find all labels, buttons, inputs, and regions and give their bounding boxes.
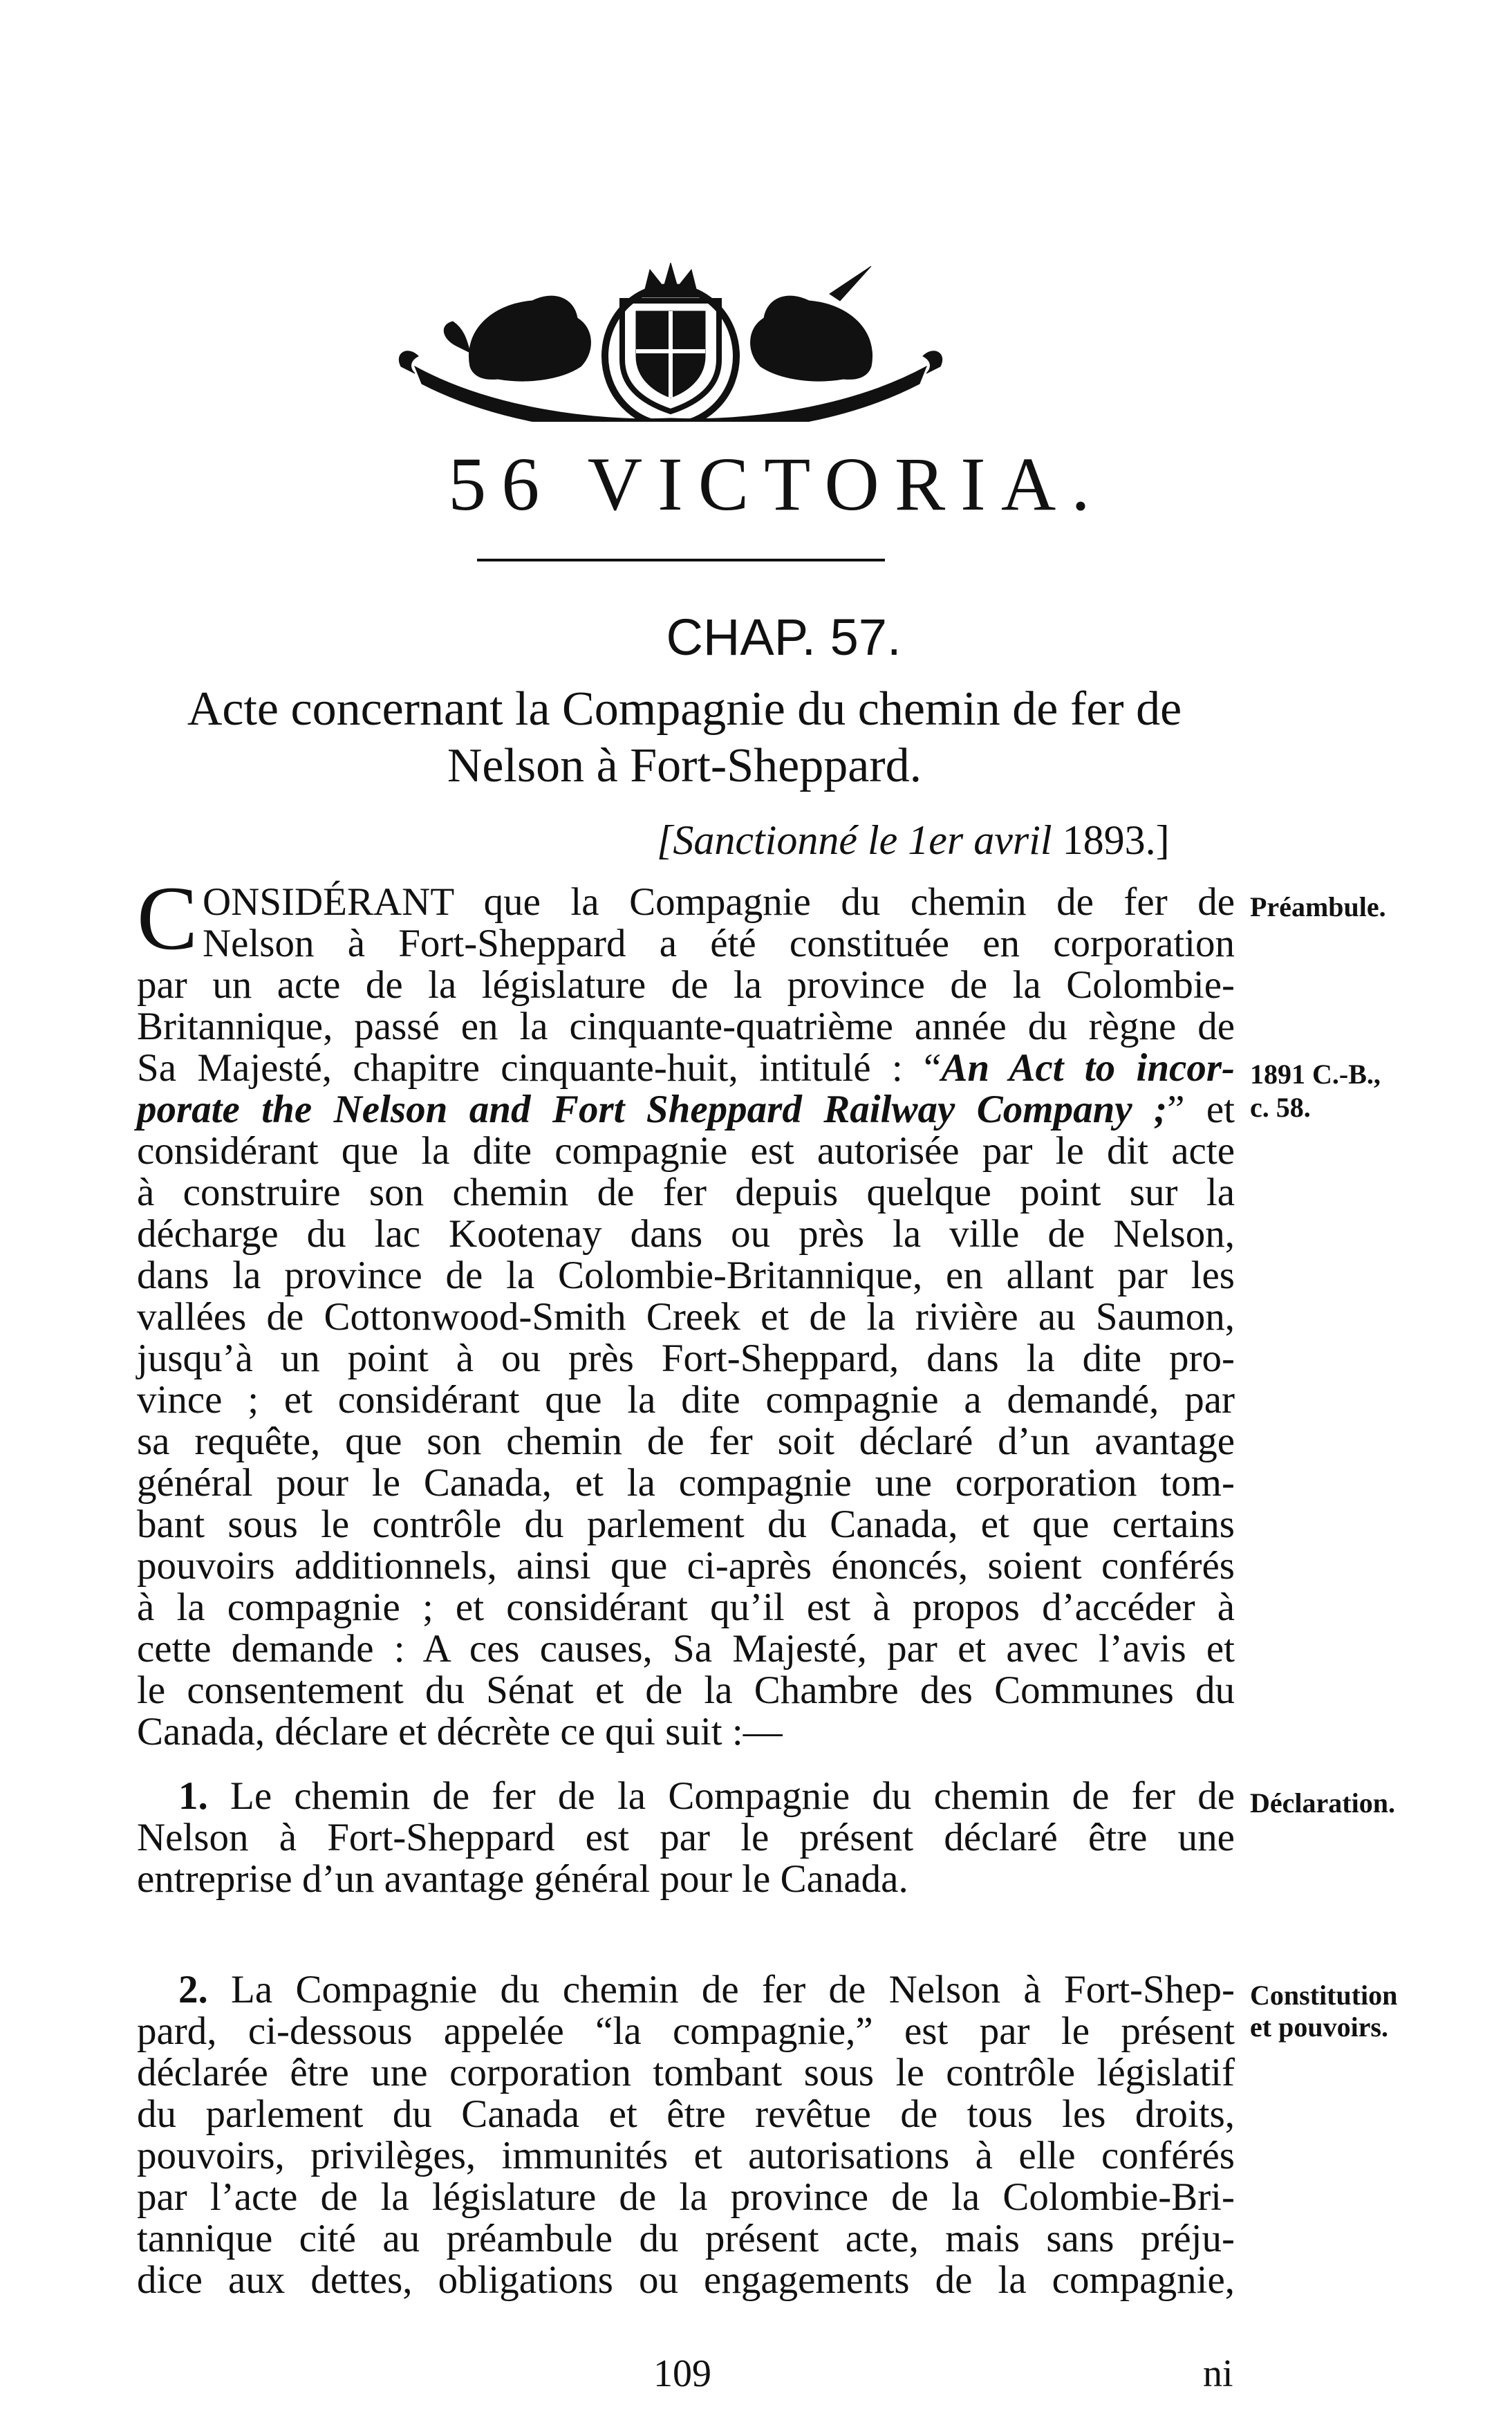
sanction-year: 1893.] <box>1052 817 1170 863</box>
preamble-line: sa requête, que son chemin de fer soit déclaré d’un avantage <box>137 1420 1235 1463</box>
marginal-note-citation: 1891 C.-B., <box>1250 1059 1381 1090</box>
section-line-text: Le chemin de fer de la Compagnie du chemin de fer de <box>207 1774 1235 1818</box>
section-line <box>137 1969 1235 2011</box>
heading-divider <box>477 559 885 561</box>
english-act-title-part-1: An Act to incor- <box>941 1046 1235 1090</box>
preamble-line: par un acte de la législature de la province de la Colombie- <box>137 963 1235 1007</box>
preamble-line: jusqu’à un point à ou près Fort-Sheppard, dans la dite pro- <box>137 1337 1235 1380</box>
section-line: dice aux dettes, obligations ou engagements de la compagnie, <box>137 2258 1235 2302</box>
section-line: entreprise d’un avantage général pour le Canada. <box>137 1857 908 1901</box>
preamble-paragraph <box>137 882 1235 1753</box>
section-line: déclarée être une corporation tombant sous le contrôle législatif <box>137 2051 1235 2094</box>
preamble-line: à construire son chemin de fer depuis quelque point sur la <box>137 1171 1235 1214</box>
preamble-line: bant sous le contrôle du parlement du Canada, et que certains <box>137 1503 1235 1546</box>
preamble-line: considérant que la dite compagnie est autorisée par le dit acte <box>137 1129 1235 1173</box>
section-2-number: 2. <box>178 1968 208 2011</box>
act-title-line-2: Nelson à Fort-Sheppard. <box>447 739 922 792</box>
chapter-number: CHAP. 57. <box>666 608 902 666</box>
section-line-text: La Compagnie du chemin de fer de Nelson à Fort-Shep- <box>207 1968 1235 2011</box>
preamble-line: général pour le Canada, et la compagnie une corporation tom- <box>137 1461 1235 1505</box>
section-line: pard, ci-dessous appelée “la compagnie,” est par le présent <box>137 2009 1235 2053</box>
section-line: du parlement du Canada et être revêtue de tous les droits, <box>137 2092 1235 2136</box>
preamble-line-end: ” et <box>1167 1088 1235 1131</box>
marginal-note-declaration: Déclaration. <box>1250 1787 1395 1819</box>
signature-mark: ni <box>1203 2352 1233 2395</box>
marginal-note-preamble: Préambule. <box>1250 891 1386 922</box>
preamble-line: à la compagnie ; et considérant qu’il est à propos d’accéder à <box>137 1586 1235 1629</box>
regnal-year-heading: 56 VICTORIA. <box>448 442 1105 526</box>
section-line: pouvoirs, privilèges, immunités et autorisations à elle conférés <box>137 2134 1235 2177</box>
section-line <box>137 1776 1235 1817</box>
preamble-dropcap: C <box>137 867 198 969</box>
preamble-line <box>137 1048 1235 1089</box>
preamble-line: Nelson à Fort-Sheppard a été constituée en corporation <box>203 922 1235 965</box>
act-title-line-1: Acte concernant la Compagnie du chemin de fer de <box>187 682 1182 736</box>
preamble-line: cette demande : A ces causes, Sa Majesté, par et avec l’avis et <box>137 1627 1235 1671</box>
preamble-line <box>137 1089 1235 1131</box>
marginal-note-powers: et pouvoirs. <box>1250 2011 1388 2043</box>
preamble-line: Canada, déclare et décrète ce qui suit :— <box>137 1710 783 1754</box>
preamble-line: dans la province de la Colombie-Britannique, en allant par les <box>137 1254 1235 1297</box>
coat-of-arms-emblem <box>387 263 954 422</box>
section-2-paragraph <box>137 1969 1235 2301</box>
preamble-line: vallées de Cottonwood-Smith Creek et de la rivière au Saumon, <box>137 1295 1235 1339</box>
preamble-line: Britannique, passé en la cinquante-quatrième année du règne de <box>137 1005 1235 1048</box>
preamble-line: le consentement du Sénat et de la Chambre des Communes du <box>137 1668 1235 1712</box>
english-act-title-part-2: porate the Nelson and Fort Sheppard Railway Company ; <box>137 1088 1168 1131</box>
section-line: par l’acte de la législature de la province de la Colombie-Bri- <box>137 2175 1235 2219</box>
sanction-date <box>657 819 1170 861</box>
section-1-paragraph <box>137 1776 1235 1900</box>
marginal-note-citation-chapter: c. 58. <box>1250 1092 1311 1123</box>
preamble-line: vince ; et considérant que la dite compagnie a demandé, par <box>137 1378 1235 1422</box>
section-1-number: 1. <box>178 1774 208 1818</box>
page-number: 109 <box>653 2352 711 2395</box>
section-line: tannique cité au préambule du présent acte, mais sans préju- <box>137 2217 1235 2260</box>
act-title <box>138 681 1231 794</box>
preamble-line: décharge du lac Kootenay dans ou près la ville de Nelson, <box>137 1212 1235 1256</box>
sanction-text: [Sanctionné le 1er avril <box>657 817 1052 863</box>
preamble-line: ONSIDÉRANT que la Compagnie du chemin de fer de <box>203 880 1235 924</box>
preamble-line-text: Sa Majesté, chapitre cinquante-huit, intitulé : “ <box>137 1046 942 1090</box>
preamble-line: pouvoirs additionnels, ainsi que ci-après énoncés, soient conférés <box>137 1544 1235 1588</box>
marginal-note-constitution: Constitution <box>1250 1980 1398 2011</box>
section-line: Nelson à Fort-Sheppard est par le présent déclaré être une <box>137 1816 1235 1859</box>
